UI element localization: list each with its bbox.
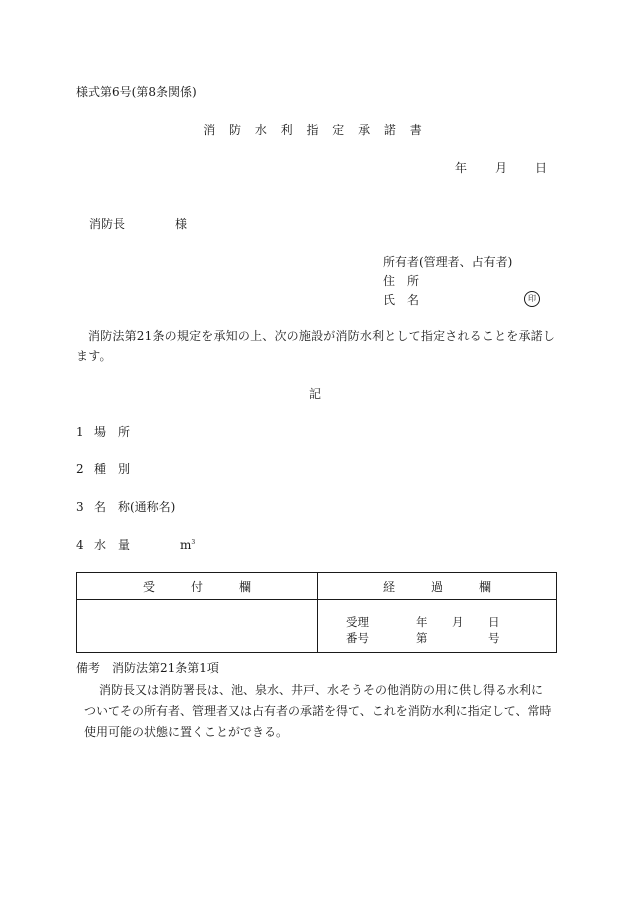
date-line [455, 162, 547, 174]
addressee [89, 218, 187, 230]
remarks-label: 備考 [76, 661, 101, 675]
seal-mark: 印 [524, 291, 540, 307]
received-month: 月 [452, 615, 464, 629]
reception-header: 受 付 欄 [77, 573, 318, 600]
date-year: 年 [455, 161, 468, 175]
item-number: 1 [76, 425, 84, 439]
received-row [346, 614, 500, 630]
owner-name-label: 氏 名 [383, 293, 420, 307]
date-month: 月 [495, 161, 508, 175]
received-year: 年 [416, 615, 428, 629]
form-number: 様式第6号(第8条関係) [76, 85, 197, 99]
item-number: 4 [76, 538, 84, 552]
volume-unit: $m^3$ [180, 538, 196, 552]
remarks-text: 消防長又は消防署長は、池、泉水、井戸、水そうその他消防の用に供し得る水利についてその所有者、管理者又は占有者の承諾を得て、これを消防水利に指定して、常時使用可能の状態に置くことができる。 [84, 683, 552, 739]
number-row [346, 630, 500, 646]
remarks-heading [76, 662, 219, 674]
document-title: 消 防 水 利 指 定 承 諾 書 [203, 123, 427, 137]
addressee-name: 消防長 [89, 217, 126, 231]
item-label: 水 量 [94, 538, 131, 552]
owner-block [383, 256, 512, 313]
ki-heading: 記 [308, 387, 321, 401]
item-location [76, 426, 130, 438]
progress-header: 経 過 欄 [318, 573, 557, 600]
reception-cell[interactable] [77, 600, 318, 653]
owner-address-label: 住 所 [383, 274, 420, 288]
item-name [76, 501, 175, 513]
item-label: 種 別 [94, 462, 131, 476]
item-label: 場 所 [94, 425, 131, 439]
received-day: 日 [488, 615, 500, 629]
addressee-honorific: 様 [175, 217, 188, 231]
item-number: 2 [76, 462, 84, 476]
owner-heading: 所有者(管理者、占有者) [383, 255, 513, 269]
item-label: 名 称(通称名) [94, 500, 176, 514]
remarks-reference: 消防法第21条第1項 [112, 661, 219, 675]
item-type [76, 463, 130, 475]
number-label: 番号 [346, 631, 369, 645]
record-table [76, 572, 557, 653]
item-number: 3 [76, 500, 84, 514]
received-label: 受理 [346, 615, 369, 629]
progress-cell[interactable] [318, 600, 557, 653]
date-day: 日 [535, 161, 548, 175]
item-volume [76, 539, 195, 551]
number-gou: 号 [488, 631, 500, 645]
number-dai: 第 [416, 631, 428, 645]
consent-statement: 消防法第21条の規定を承知の上、次の施設が消防水利として指定されることを承諾します。 [76, 329, 556, 363]
